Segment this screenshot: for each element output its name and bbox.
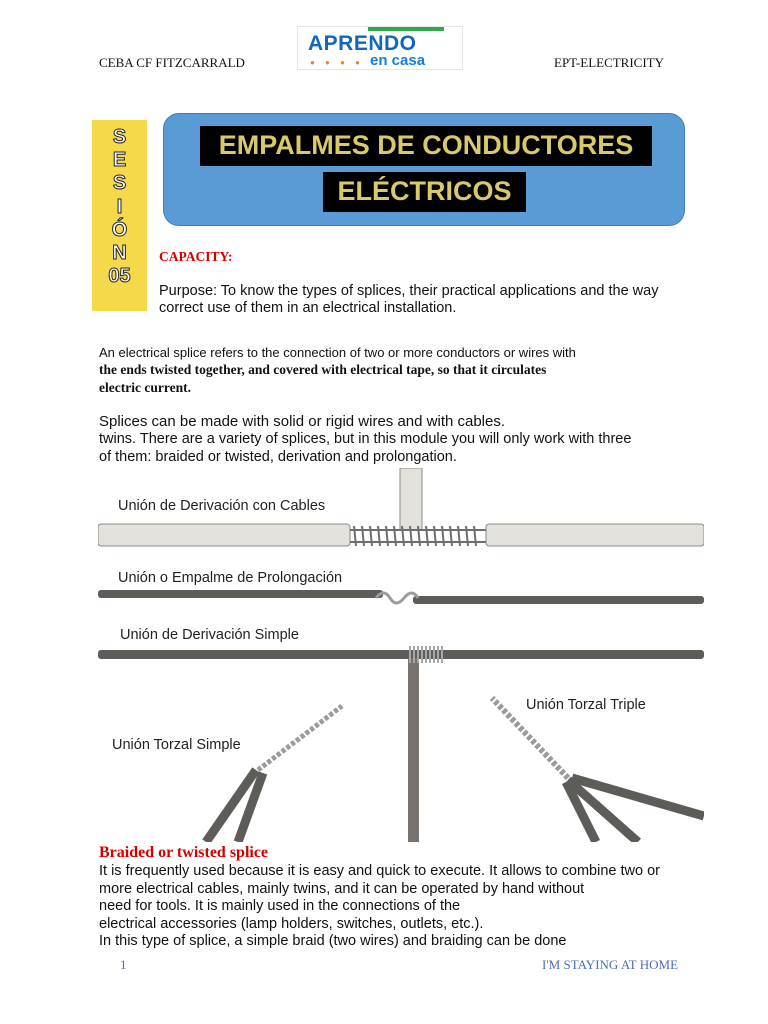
session-letter: I: [116, 195, 123, 218]
wire-prolongation-right: [413, 596, 704, 604]
splices-line2: twins. There are a variety of splices, but in this module you will only work with three: [99, 431, 632, 447]
footer-right-text: I'M STAYING AT HOME: [542, 957, 679, 972]
definition-line3: electric current.: [99, 380, 191, 395]
braided-line5: In this type of splice, a simple braid (two wires) and braiding can be done: [99, 933, 567, 949]
twist-torzal-simple: [258, 706, 342, 770]
title-line2: ELÉCTRICOS: [323, 172, 526, 212]
label-simple-derivation: Unión de Derivación Simple: [120, 627, 299, 643]
purpose-line2: correct use of them in an electrical installation.: [159, 300, 457, 316]
definition-line2: the ends twisted together, and covered with electrical tape, so that it circulates: [99, 362, 547, 377]
splices-line3: of them: braided or twisted, derivation and prolongation.: [99, 449, 457, 465]
wire-simple-derivation-vertical: [408, 658, 419, 842]
logo-line2: en casa: [370, 52, 426, 69]
coil-simple-derivation: [410, 646, 442, 663]
wire-derivation-cable-vertical: [400, 468, 422, 530]
capacity-heading: CAPACITY:: [159, 249, 233, 264]
title-line1: EMPALMES DE CONDUCTORES: [200, 126, 652, 166]
braided-line2: more electrical cables, mainly twins, and it can be operated by hand without: [99, 881, 585, 897]
definition-line1: An electrical splice refers to the connection of two or more conductors or wires with: [99, 345, 576, 360]
braided-heading: Braided or twisted splice: [99, 844, 269, 861]
footer-page-number: 1: [120, 957, 127, 972]
session-letter: Ó: [111, 218, 128, 241]
header-left-text: CEBA CF FITZCARRALD: [99, 55, 245, 70]
coil-prolongation: [376, 593, 418, 603]
label-torzal-triple: Unión Torzal Triple: [526, 697, 646, 713]
coil-derivation-cable: [350, 526, 486, 546]
braided-line1: It is frequently used because it is easy and quick to execute. It allows to combine two or: [99, 863, 660, 879]
session-banner: [92, 120, 147, 311]
braided-line3: need for tools. It is mainly used in the connections of the: [99, 898, 461, 914]
splices-line1: Splices can be made with solid or rigid wires and with cables.: [99, 413, 506, 430]
wire-prolongation-left: [98, 590, 383, 598]
header-right-text: EPT-ELECTRICITY: [554, 55, 665, 70]
label-derivation-cables: Unión de Derivación con Cables: [118, 498, 326, 514]
session-letter: S: [112, 126, 127, 148]
aprendo-en-casa-logo: [297, 26, 463, 70]
session-letter: E: [112, 149, 127, 172]
wire-simple-derivation-horizontal: [98, 650, 704, 659]
label-prolongation: Unión o Empalme de Prolongación: [118, 570, 343, 586]
logo-green-bar: [368, 27, 444, 31]
session-letter: S: [112, 172, 127, 195]
braided-line4: electrical accessories (lamp holders, switches, outlets, etc.).: [99, 916, 484, 932]
logo-line1: APRENDO: [308, 32, 417, 55]
splice-types-photo: [98, 468, 704, 842]
purpose-line1: Purpose: To know the types of splices, their practical applications and the way: [159, 283, 659, 299]
session-letter: N: [112, 242, 127, 265]
label-torzal-simple: Unión Torzal Simple: [112, 737, 241, 753]
wire-derivation-cable-left: [98, 524, 350, 546]
splice-illustration: [98, 468, 704, 842]
wire-derivation-cable-right: [486, 524, 704, 546]
logo-dots: ● ● ● ●: [310, 58, 364, 67]
session-number: 05: [108, 265, 131, 288]
